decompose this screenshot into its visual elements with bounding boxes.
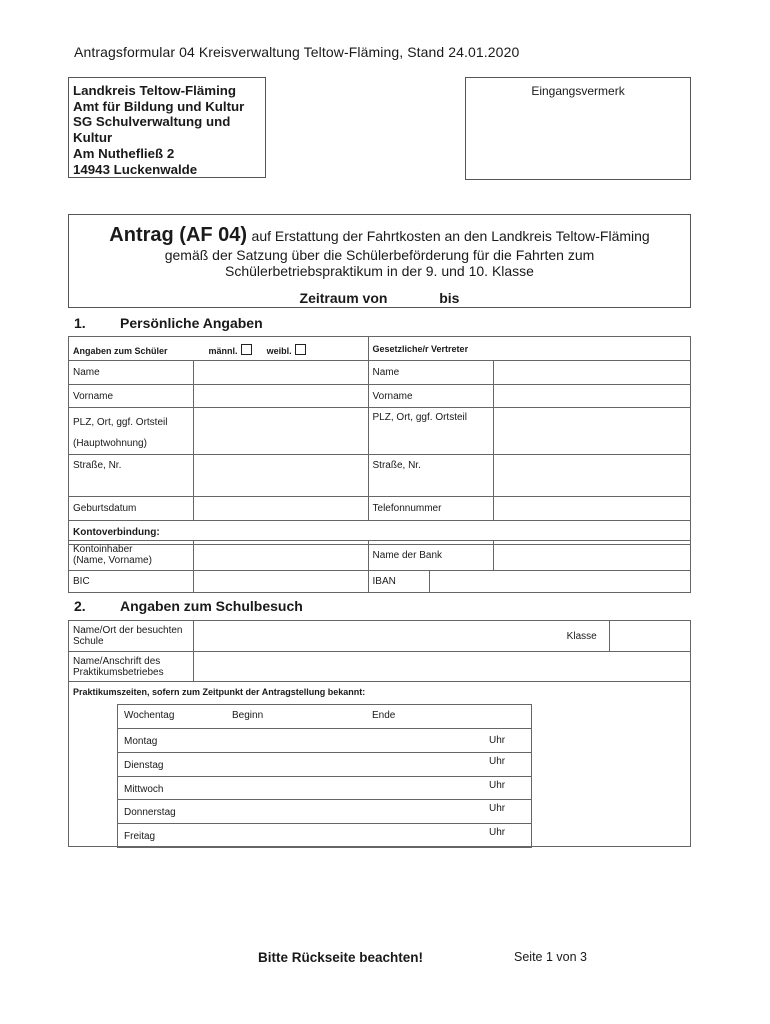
birthdate-label: Geburtsdatum: [69, 497, 194, 521]
student-firstname-field[interactable]: [193, 385, 368, 408]
student-name-field[interactable]: [193, 361, 368, 385]
guardian-firstname-label: Vorname: [368, 385, 494, 408]
address-line: SG Schulverwaltung und: [73, 114, 231, 130]
uhr-label: Uhr: [489, 803, 506, 814]
receipt-stamp-label: Eingangsvermerk: [531, 84, 625, 98]
school-label-cell: [69, 621, 194, 652]
female-checkbox[interactable]: [295, 344, 306, 355]
bank-name-label: Name der Bank: [368, 541, 494, 571]
guardian-street-field[interactable]: [494, 455, 691, 497]
school-field[interactable]: [193, 621, 562, 652]
schedule-header-row: [118, 705, 532, 729]
address-line: 14943 Luckenwalde: [73, 161, 198, 177]
company-field[interactable]: [193, 652, 690, 682]
weekday-label: Donnerstag: [124, 807, 176, 818]
bank-table: [68, 540, 691, 593]
period-to-label: bis: [439, 290, 460, 306]
bic-field[interactable]: [193, 571, 368, 593]
see-reverse-note: Bitte Rückseite beachten!: [258, 950, 424, 965]
section-2-heading: [74, 598, 303, 614]
section-title: Angaben zum Schulbesuch: [120, 598, 303, 614]
begin-column-header: Beginn: [232, 710, 264, 721]
weekday-column-header: Wochentag: [124, 710, 175, 721]
address-line: Landkreis Teltow-Fläming: [73, 83, 237, 98]
weekday-label: Freitag: [124, 831, 156, 842]
address-line: Kultur: [73, 130, 113, 146]
student-header: Angaben zum Schüler: [73, 346, 168, 356]
schedule-row-tuesday[interactable]: [118, 753, 532, 777]
account-holder-sublabel: (Name, Vorname): [73, 555, 152, 566]
male-label: männl.: [208, 346, 238, 356]
weekday-label: Dienstag: [124, 760, 164, 771]
weekday-label: Montag: [124, 736, 158, 747]
guardian-plz-field[interactable]: [494, 408, 691, 455]
guardian-name-label: Name: [368, 361, 494, 385]
school-sublabel: Schule: [73, 636, 104, 647]
page-number: Seite 1 von 3: [514, 950, 587, 964]
receipt-stamp-box: [465, 77, 691, 180]
guardian-header: Gesetzliche/r Vertreter: [372, 344, 469, 354]
schedule-row-friday[interactable]: [118, 824, 532, 848]
authority-address-box: [68, 77, 266, 178]
guardian-name-field[interactable]: [494, 361, 691, 385]
application-title-box: [68, 214, 691, 308]
class-field[interactable]: [610, 621, 691, 652]
application-subtitle-line3: Schülerbetriebspraktikum in der 9. und 10. Klasse: [225, 263, 534, 279]
weekday-label: Mittwoch: [124, 784, 164, 795]
iban-field[interactable]: [430, 571, 691, 593]
internship-schedule-table: [117, 704, 532, 848]
section-number: 1.: [74, 315, 86, 331]
guardian-plz-label: PLZ, Ort, ggf. Ortsteil: [368, 408, 494, 455]
bank-name-field[interactable]: [494, 541, 691, 571]
student-firstname-label: Vorname: [69, 385, 194, 408]
iban-label: IBAN: [368, 571, 430, 593]
uhr-label: Uhr: [489, 827, 506, 838]
student-street-label: Straße, Nr.: [69, 455, 194, 497]
student-plz-label: PLZ, Ort, ggf. Ortsteil: [73, 417, 168, 428]
main-residence-label: (Hauptwohnung): [73, 438, 147, 449]
end-column-header: Ende: [372, 710, 396, 721]
address-line: Amt für Bildung und Kultur: [73, 98, 245, 114]
address-line: Am Nuthefließ 2: [73, 145, 175, 161]
company-label: Name/Anschrift des: [73, 656, 161, 667]
period-from-label: Zeitraum von: [299, 290, 388, 306]
guardian-header-cell: [368, 337, 690, 361]
schedule-row-thursday[interactable]: [118, 800, 532, 824]
school-label: Name/Ort der besuchten: [73, 625, 183, 636]
uhr-label: Uhr: [489, 780, 506, 791]
form-header-line: Antragsformular 04 Kreisverwaltung Teltow-Fläming, Stand 24.01.2020: [74, 44, 520, 60]
schedule-row-monday[interactable]: [118, 729, 532, 753]
student-plz-label-cell: [69, 408, 194, 455]
personal-data-table: [68, 336, 691, 545]
schedule-row-wednesday[interactable]: [118, 777, 532, 800]
section-1-heading: [74, 315, 263, 331]
section-number: 2.: [74, 598, 86, 614]
student-header-cell: [69, 337, 369, 361]
account-holder-label-cell: [69, 541, 194, 571]
application-subtitle: auf Erstattung der Fahrtkosten an den Landkreis Teltow-Fläming: [251, 228, 650, 244]
uhr-label: Uhr: [489, 756, 506, 767]
application-subtitle-line2: gemäß der Satzung über die Schülerbeförderung für die Fahrten zum: [164, 247, 595, 263]
phone-label: Telefonnummer: [368, 497, 494, 521]
male-checkbox[interactable]: [241, 344, 252, 355]
internship-times-header: Praktikumszeiten, sofern zum Zeitpunkt der Antragstellung bekannt:: [73, 687, 366, 697]
bic-label: BIC: [69, 571, 194, 593]
guardian-street-label: Straße, Nr.: [368, 455, 494, 497]
student-plz-field[interactable]: [193, 408, 368, 455]
account-holder-field[interactable]: [193, 541, 368, 571]
guardian-firstname-field[interactable]: [494, 385, 691, 408]
section-title: Persönliche Angaben: [120, 315, 263, 331]
account-holder-label: Kontoinhaber: [73, 544, 133, 555]
company-label-cell: [69, 652, 194, 682]
company-sublabel: Praktikumsbetriebes: [73, 667, 164, 678]
female-label: weibl.: [266, 346, 292, 356]
application-title: Antrag (AF 04): [109, 224, 248, 246]
student-street-field[interactable]: [193, 455, 368, 497]
phone-field[interactable]: [494, 497, 691, 521]
uhr-label: Uhr: [489, 735, 506, 746]
class-label: Klasse: [563, 621, 610, 652]
bank-header: Kontoverbindung:: [73, 527, 160, 538]
student-name-label: Name: [69, 361, 194, 385]
birthdate-field[interactable]: [193, 497, 368, 521]
